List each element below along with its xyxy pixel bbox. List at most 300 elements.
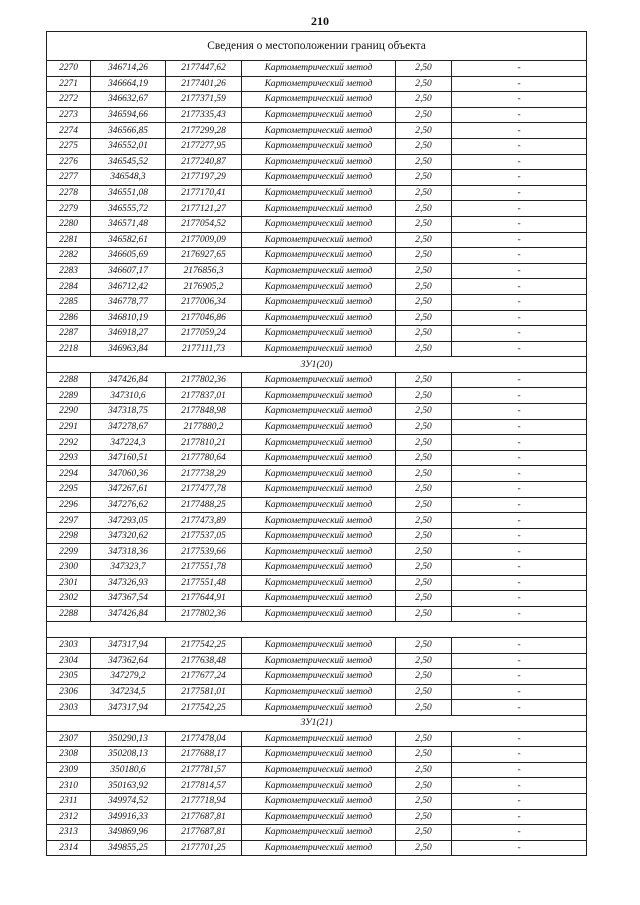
description-cell: - — [452, 528, 587, 544]
table-row — [47, 326, 587, 342]
x-coordinate-cell: 347317,94 — [91, 637, 166, 653]
point-number-cell: 2303 — [47, 700, 91, 716]
method-cell: Картометрический метод — [242, 513, 396, 529]
description-cell: - — [452, 513, 587, 529]
point-number-cell: 2282 — [47, 248, 91, 264]
method-cell: Картометрический метод — [242, 606, 396, 622]
point-number-cell: 2303 — [47, 637, 91, 653]
description-cell: - — [452, 388, 587, 404]
table-row — [47, 388, 587, 404]
method-cell: Картометрический метод — [242, 778, 396, 794]
y-coordinate-cell: 2177644,91 — [166, 591, 242, 607]
point-number-cell: 2298 — [47, 528, 91, 544]
y-coordinate-cell: 2177478,04 — [166, 731, 242, 747]
y-coordinate-cell: 2177542,25 — [166, 700, 242, 716]
precision-cell: 2,50 — [396, 653, 452, 669]
section-row — [47, 715, 587, 731]
point-number-cell: 2284 — [47, 279, 91, 295]
table-row — [47, 201, 587, 217]
method-cell: Картометрический метод — [242, 92, 396, 108]
point-number-cell: 2274 — [47, 123, 91, 139]
method-cell: Картометрический метод — [242, 419, 396, 435]
method-cell: Картометрический метод — [242, 123, 396, 139]
point-number-cell: 2299 — [47, 544, 91, 560]
method-cell: Картометрический метод — [242, 341, 396, 357]
point-number-cell: 2293 — [47, 450, 91, 466]
method-cell: Картометрический метод — [242, 310, 396, 326]
description-cell: - — [452, 310, 587, 326]
y-coordinate-cell: 2177687,81 — [166, 809, 242, 825]
table-row — [47, 560, 587, 576]
y-coordinate-cell: 2176927,65 — [166, 248, 242, 264]
method-cell: Картометрический метод — [242, 435, 396, 451]
point-number-cell: 2270 — [47, 61, 91, 77]
point-number-cell: 2280 — [47, 216, 91, 232]
x-coordinate-cell: 346548,3 — [91, 170, 166, 186]
precision-cell: 2,50 — [396, 326, 452, 342]
precision-cell: 2,50 — [396, 700, 452, 716]
description-cell: - — [452, 294, 587, 310]
method-cell: Картометрический метод — [242, 731, 396, 747]
table-row — [47, 294, 587, 310]
table-row — [47, 575, 587, 591]
x-coordinate-cell: 347234,5 — [91, 684, 166, 700]
y-coordinate-cell: 2177837,01 — [166, 388, 242, 404]
blank-cell — [47, 622, 587, 638]
x-coordinate-cell: 347060,36 — [91, 466, 166, 482]
point-number-cell: 2218 — [47, 341, 91, 357]
description-cell: - — [452, 61, 587, 77]
precision-cell: 2,50 — [396, 201, 452, 217]
description-cell: - — [452, 669, 587, 685]
method-cell: Картометрический метод — [242, 216, 396, 232]
description-cell: - — [452, 248, 587, 264]
table-row — [47, 840, 587, 856]
table-row — [47, 263, 587, 279]
description-cell: - — [452, 123, 587, 139]
table-row — [47, 450, 587, 466]
y-coordinate-cell: 2177780,64 — [166, 450, 242, 466]
description-cell: - — [452, 279, 587, 295]
point-number-cell: 2272 — [47, 92, 91, 108]
y-coordinate-cell: 2177111,73 — [166, 341, 242, 357]
precision-cell: 2,50 — [396, 341, 452, 357]
method-cell: Картометрический метод — [242, 388, 396, 404]
precision-cell: 2,50 — [396, 825, 452, 841]
y-coordinate-cell: 2177401,26 — [166, 76, 242, 92]
table-row — [47, 154, 587, 170]
description-cell: - — [452, 404, 587, 420]
precision-cell: 2,50 — [396, 669, 452, 685]
x-coordinate-cell: 346607,17 — [91, 263, 166, 279]
table-row — [47, 216, 587, 232]
x-coordinate-cell: 347278,67 — [91, 419, 166, 435]
method-cell: Картометрический метод — [242, 684, 396, 700]
method-cell: Картометрический метод — [242, 669, 396, 685]
method-cell: Картометрический метод — [242, 263, 396, 279]
point-number-cell: 2283 — [47, 263, 91, 279]
description-cell: - — [452, 762, 587, 778]
point-number-cell: 2300 — [47, 560, 91, 576]
precision-cell: 2,50 — [396, 154, 452, 170]
description-cell: - — [452, 263, 587, 279]
point-number-cell: 2296 — [47, 497, 91, 513]
precision-cell: 2,50 — [396, 372, 452, 388]
precision-cell: 2,50 — [396, 263, 452, 279]
precision-cell: 2,50 — [396, 684, 452, 700]
method-cell: Картометрический метод — [242, 466, 396, 482]
point-number-cell: 2288 — [47, 372, 91, 388]
x-coordinate-cell: 346632,67 — [91, 92, 166, 108]
table-row — [47, 497, 587, 513]
point-number-cell: 2305 — [47, 669, 91, 685]
y-coordinate-cell: 2177880,2 — [166, 419, 242, 435]
table-row — [47, 123, 587, 139]
method-cell: Картометрический метод — [242, 825, 396, 841]
precision-cell: 2,50 — [396, 840, 452, 856]
method-cell: Картометрический метод — [242, 404, 396, 420]
description-cell: - — [452, 419, 587, 435]
y-coordinate-cell: 2177240,87 — [166, 154, 242, 170]
precision-cell: 2,50 — [396, 61, 452, 77]
x-coordinate-cell: 350163,92 — [91, 778, 166, 794]
table-row — [47, 107, 587, 123]
description-cell: - — [452, 326, 587, 342]
y-coordinate-cell: 2176905,2 — [166, 279, 242, 295]
x-coordinate-cell: 347318,36 — [91, 544, 166, 560]
table-row — [47, 482, 587, 498]
point-number-cell: 2310 — [47, 778, 91, 794]
description-cell: - — [452, 435, 587, 451]
y-coordinate-cell: 2177447,62 — [166, 61, 242, 77]
description-cell: - — [452, 793, 587, 809]
description-cell: - — [452, 232, 587, 248]
description-cell: - — [452, 591, 587, 607]
description-cell: - — [452, 341, 587, 357]
method-cell: Картометрический метод — [242, 544, 396, 560]
point-number-cell: 2271 — [47, 76, 91, 92]
method-cell: Картометрический метод — [242, 637, 396, 653]
x-coordinate-cell: 349916,33 — [91, 809, 166, 825]
description-cell: - — [452, 185, 587, 201]
x-coordinate-cell: 347426,84 — [91, 372, 166, 388]
x-coordinate-cell: 346555,72 — [91, 201, 166, 217]
precision-cell: 2,50 — [396, 591, 452, 607]
method-cell: Картометрический метод — [242, 653, 396, 669]
table-row — [47, 232, 587, 248]
y-coordinate-cell: 2177551,78 — [166, 560, 242, 576]
description-cell: - — [452, 653, 587, 669]
table-row — [47, 825, 587, 841]
x-coordinate-cell: 347367,54 — [91, 591, 166, 607]
y-coordinate-cell: 2177688,17 — [166, 747, 242, 763]
precision-cell: 2,50 — [396, 419, 452, 435]
y-coordinate-cell: 2177802,36 — [166, 606, 242, 622]
table-row — [47, 61, 587, 77]
precision-cell: 2,50 — [396, 294, 452, 310]
point-number-cell: 2287 — [47, 326, 91, 342]
table-row — [47, 419, 587, 435]
description-cell: - — [452, 466, 587, 482]
table-row — [47, 279, 587, 295]
table-row — [47, 637, 587, 653]
y-coordinate-cell: 2177581,01 — [166, 684, 242, 700]
method-cell: Картометрический метод — [242, 793, 396, 809]
method-cell: Картометрический метод — [242, 809, 396, 825]
y-coordinate-cell: 2177009,09 — [166, 232, 242, 248]
table-row — [47, 684, 587, 700]
precision-cell: 2,50 — [396, 170, 452, 186]
precision-cell: 2,50 — [396, 107, 452, 123]
point-number-cell: 2297 — [47, 513, 91, 529]
x-coordinate-cell: 347320,62 — [91, 528, 166, 544]
blank-row — [47, 622, 587, 638]
y-coordinate-cell: 2177687,81 — [166, 825, 242, 841]
method-cell: Картометрический метод — [242, 170, 396, 186]
table-row — [47, 591, 587, 607]
y-coordinate-cell: 2177802,36 — [166, 372, 242, 388]
table-row — [47, 700, 587, 716]
description-cell: - — [452, 170, 587, 186]
table-row — [47, 544, 587, 560]
x-coordinate-cell: 346571,48 — [91, 216, 166, 232]
method-cell: Картометрический метод — [242, 747, 396, 763]
x-coordinate-cell: 346712,42 — [91, 279, 166, 295]
table-row — [47, 731, 587, 747]
x-coordinate-cell: 346551,08 — [91, 185, 166, 201]
table-row — [47, 778, 587, 794]
point-number-cell: 2304 — [47, 653, 91, 669]
table-row — [47, 653, 587, 669]
precision-cell: 2,50 — [396, 544, 452, 560]
method-cell: Картометрический метод — [242, 482, 396, 498]
y-coordinate-cell: 2177551,48 — [166, 575, 242, 591]
precision-cell: 2,50 — [396, 279, 452, 295]
coordinates-table — [46, 31, 587, 856]
x-coordinate-cell: 346552,01 — [91, 138, 166, 154]
point-number-cell: 2309 — [47, 762, 91, 778]
method-cell: Картометрический метод — [242, 232, 396, 248]
x-coordinate-cell: 346545,52 — [91, 154, 166, 170]
table-row — [47, 747, 587, 763]
description-cell: - — [452, 138, 587, 154]
x-coordinate-cell: 349869,96 — [91, 825, 166, 841]
x-coordinate-cell: 347426,84 — [91, 606, 166, 622]
y-coordinate-cell: 2177006,34 — [166, 294, 242, 310]
method-cell: Картометрический метод — [242, 762, 396, 778]
description-cell: - — [452, 700, 587, 716]
y-coordinate-cell: 2177738,29 — [166, 466, 242, 482]
precision-cell: 2,50 — [396, 138, 452, 154]
y-coordinate-cell: 2177537,05 — [166, 528, 242, 544]
description-cell: - — [452, 497, 587, 513]
description-cell: - — [452, 92, 587, 108]
precision-cell: 2,50 — [396, 528, 452, 544]
point-number-cell: 2307 — [47, 731, 91, 747]
y-coordinate-cell: 2177059,24 — [166, 326, 242, 342]
method-cell: Картометрический метод — [242, 248, 396, 264]
method-cell: Картометрический метод — [242, 76, 396, 92]
precision-cell: 2,50 — [396, 248, 452, 264]
method-cell: Картометрический метод — [242, 840, 396, 856]
description-cell: - — [452, 372, 587, 388]
method-cell: Картометрический метод — [242, 497, 396, 513]
section-row — [47, 357, 587, 373]
point-number-cell: 2288 — [47, 606, 91, 622]
y-coordinate-cell: 2177473,89 — [166, 513, 242, 529]
y-coordinate-cell: 2177054,52 — [166, 216, 242, 232]
x-coordinate-cell: 349855,25 — [91, 840, 166, 856]
method-cell: Картометрический метод — [242, 450, 396, 466]
method-cell: Картометрический метод — [242, 61, 396, 77]
table-row — [47, 310, 587, 326]
point-number-cell: 2295 — [47, 482, 91, 498]
point-number-cell: 2311 — [47, 793, 91, 809]
x-coordinate-cell: 347276,62 — [91, 497, 166, 513]
table-row — [47, 92, 587, 108]
precision-cell: 2,50 — [396, 497, 452, 513]
point-number-cell: 2312 — [47, 809, 91, 825]
precision-cell: 2,50 — [396, 482, 452, 498]
precision-cell: 2,50 — [396, 92, 452, 108]
point-number-cell: 2313 — [47, 825, 91, 841]
point-number-cell: 2278 — [47, 185, 91, 201]
y-coordinate-cell: 2177277,95 — [166, 138, 242, 154]
y-coordinate-cell: 2177335,43 — [166, 107, 242, 123]
point-number-cell: 2277 — [47, 170, 91, 186]
x-coordinate-cell: 346664,19 — [91, 76, 166, 92]
x-coordinate-cell: 347317,94 — [91, 700, 166, 716]
description-cell: - — [452, 825, 587, 841]
x-coordinate-cell: 346963,84 — [91, 341, 166, 357]
precision-cell: 2,50 — [396, 310, 452, 326]
y-coordinate-cell: 2177848,98 — [166, 404, 242, 420]
description-cell: - — [452, 201, 587, 217]
x-coordinate-cell: 346778,77 — [91, 294, 166, 310]
point-number-cell: 2308 — [47, 747, 91, 763]
description-cell: - — [452, 684, 587, 700]
description-cell: - — [452, 76, 587, 92]
precision-cell: 2,50 — [396, 762, 452, 778]
table-title: Сведения о местоположении границ объекта — [47, 32, 587, 61]
method-cell: Картометрический метод — [242, 700, 396, 716]
method-cell: Картометрический метод — [242, 201, 396, 217]
y-coordinate-cell: 2177718,94 — [166, 793, 242, 809]
precision-cell: 2,50 — [396, 388, 452, 404]
y-coordinate-cell: 2177539,66 — [166, 544, 242, 560]
precision-cell: 2,50 — [396, 123, 452, 139]
coordinates-table-body — [47, 32, 587, 856]
point-number-cell: 2292 — [47, 435, 91, 451]
table-row — [47, 170, 587, 186]
description-cell: - — [452, 606, 587, 622]
precision-cell: 2,50 — [396, 450, 452, 466]
method-cell: Картометрический метод — [242, 326, 396, 342]
precision-cell: 2,50 — [396, 404, 452, 420]
y-coordinate-cell: 2177677,24 — [166, 669, 242, 685]
description-cell: - — [452, 544, 587, 560]
point-number-cell: 2289 — [47, 388, 91, 404]
table-row — [47, 606, 587, 622]
x-coordinate-cell: 346810,19 — [91, 310, 166, 326]
precision-cell: 2,50 — [396, 513, 452, 529]
point-number-cell: 2275 — [47, 138, 91, 154]
x-coordinate-cell: 347362,64 — [91, 653, 166, 669]
table-row — [47, 372, 587, 388]
description-cell: - — [452, 809, 587, 825]
precision-cell: 2,50 — [396, 435, 452, 451]
description-cell: - — [452, 637, 587, 653]
y-coordinate-cell: 2177814,57 — [166, 778, 242, 794]
x-coordinate-cell: 347310,6 — [91, 388, 166, 404]
x-coordinate-cell: 346918,27 — [91, 326, 166, 342]
x-coordinate-cell: 347267,61 — [91, 482, 166, 498]
precision-cell: 2,50 — [396, 232, 452, 248]
x-coordinate-cell: 350180,6 — [91, 762, 166, 778]
method-cell: Картометрический метод — [242, 294, 396, 310]
table-row — [47, 76, 587, 92]
method-cell: Картометрический метод — [242, 279, 396, 295]
y-coordinate-cell: 2177197,29 — [166, 170, 242, 186]
table-row — [47, 404, 587, 420]
y-coordinate-cell: 2177488,25 — [166, 497, 242, 513]
description-cell: - — [452, 107, 587, 123]
method-cell: Картометрический метод — [242, 154, 396, 170]
table-row — [47, 793, 587, 809]
precision-cell: 2,50 — [396, 809, 452, 825]
method-cell: Картометрический метод — [242, 372, 396, 388]
x-coordinate-cell: 346594,66 — [91, 107, 166, 123]
table-row — [47, 669, 587, 685]
table-row — [47, 513, 587, 529]
y-coordinate-cell: 2177121,27 — [166, 201, 242, 217]
description-cell: - — [452, 778, 587, 794]
table-row — [47, 466, 587, 482]
description-cell: - — [452, 575, 587, 591]
method-cell: Картометрический метод — [242, 575, 396, 591]
table-row — [47, 185, 587, 201]
method-cell: Картометрический метод — [242, 107, 396, 123]
method-cell: Картометрический метод — [242, 560, 396, 576]
x-coordinate-cell: 349974,52 — [91, 793, 166, 809]
table-row — [47, 435, 587, 451]
y-coordinate-cell: 2177781,57 — [166, 762, 242, 778]
description-cell: - — [452, 450, 587, 466]
precision-cell: 2,50 — [396, 637, 452, 653]
description-cell: - — [452, 840, 587, 856]
method-cell: Картометрический метод — [242, 138, 396, 154]
table-row — [47, 528, 587, 544]
precision-cell: 2,50 — [396, 575, 452, 591]
precision-cell: 2,50 — [396, 216, 452, 232]
table-row — [47, 809, 587, 825]
x-coordinate-cell: 347323,7 — [91, 560, 166, 576]
x-coordinate-cell: 347318,75 — [91, 404, 166, 420]
page-number: 210 — [311, 14, 329, 28]
point-number-cell: 2286 — [47, 310, 91, 326]
y-coordinate-cell: 2177701,25 — [166, 840, 242, 856]
y-coordinate-cell: 2176856,3 — [166, 263, 242, 279]
x-coordinate-cell: 347293,05 — [91, 513, 166, 529]
y-coordinate-cell: 2177371,59 — [166, 92, 242, 108]
x-coordinate-cell: 346605,69 — [91, 248, 166, 264]
method-cell: Картометрический метод — [242, 591, 396, 607]
x-coordinate-cell: 347160,51 — [91, 450, 166, 466]
point-number-cell: 2281 — [47, 232, 91, 248]
description-cell: - — [452, 560, 587, 576]
point-number-cell: 2306 — [47, 684, 91, 700]
point-number-cell: 2273 — [47, 107, 91, 123]
